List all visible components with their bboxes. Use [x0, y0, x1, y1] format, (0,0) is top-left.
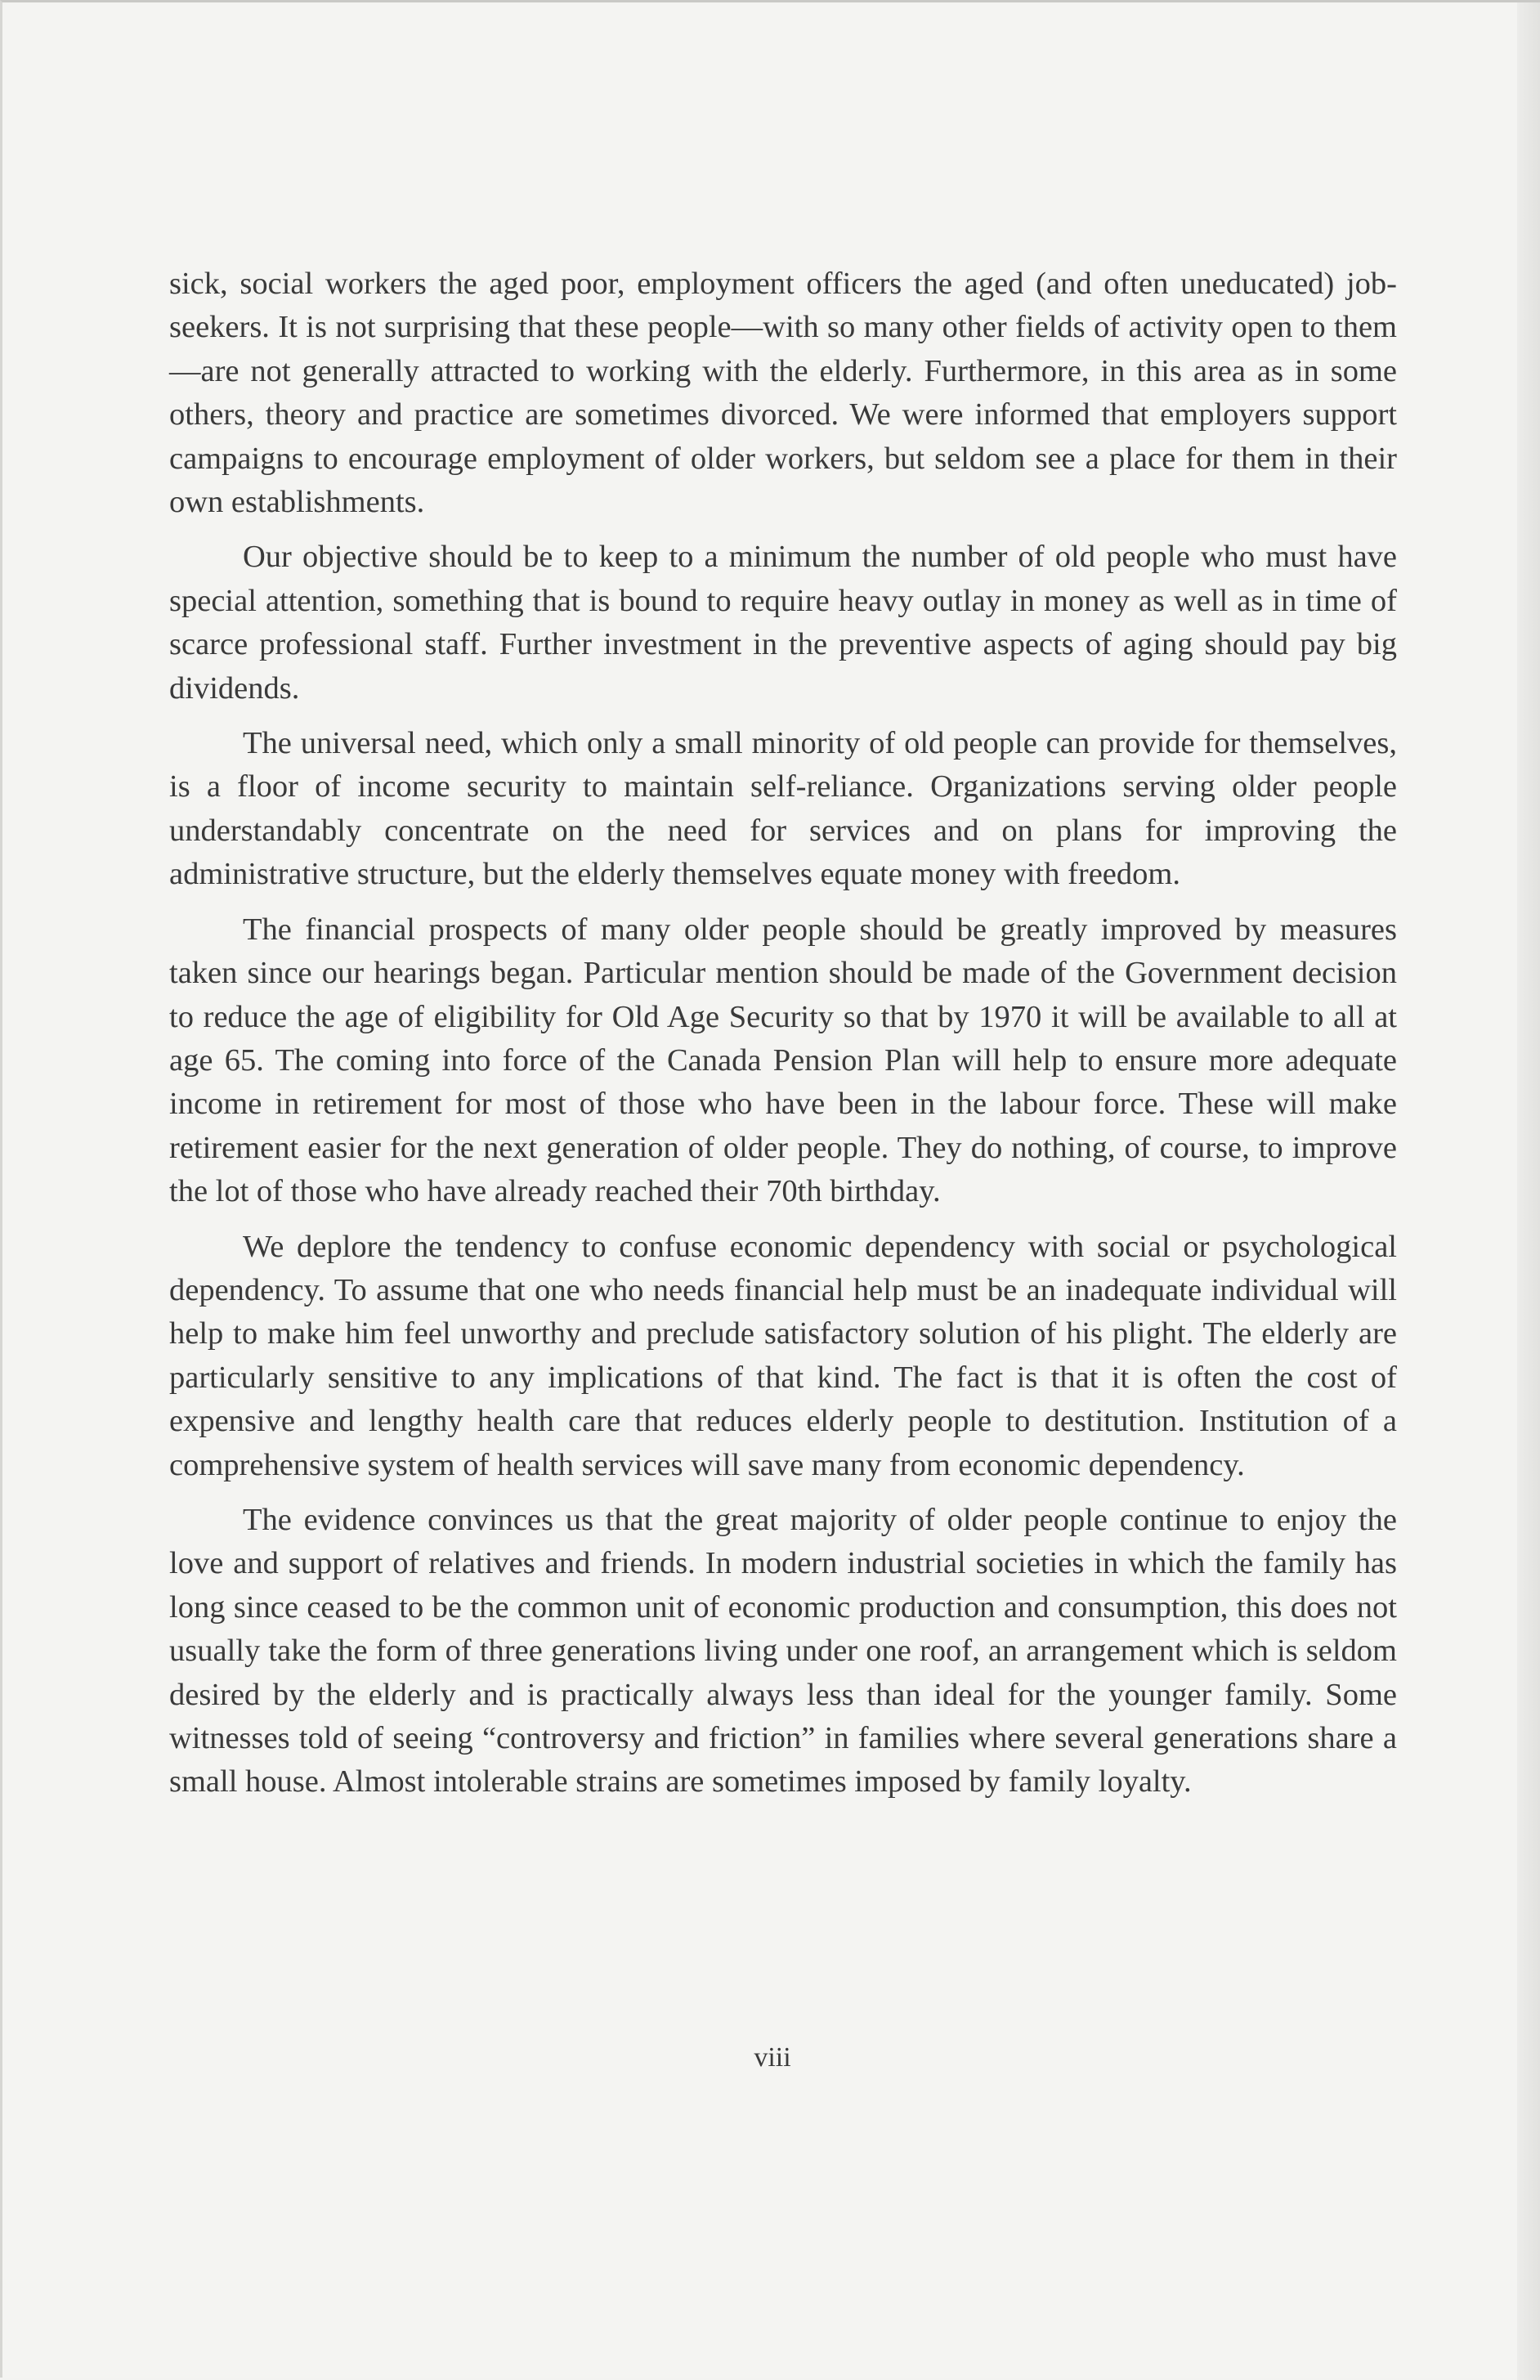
paragraph-6: The evidence convinces us that the great majority of older people continue to enjoy the love and support of relatives and friends. In modern industrial societies in which the family has long since ceased to be the common unit of economic production and consumption, this does not usually take the form of three generations living under one roof, an arrangement which is seldom desired by the elderly and is practically always less than ideal for the younger family. Some witnesses told of seeing “controversy and friction” in families where several generations share a small house. Almost intolerable strains are sometimes imposed by family loyalty. [169, 1502, 1397, 1800]
body-text [169, 262, 1397, 1816]
page-edge-shadow [1517, 2, 1540, 2380]
paragraph-5: We deplore the tendency to confuse economic dependency with social or psychological dependency. To assume that one who needs financial help must be an inadequate individual will help to make him feel unworthy and preclude satisfactory solution of his plight. The elderly are particularly sensitive to any implications of that kind. The fact is that it is often the cost of expensive and lengthy health care that reduces elderly people to destitution. Institution of a comprehensive system of health services will save many from economic dependency. [169, 1229, 1397, 1482]
paragraph-1: sick, social workers the aged poor, employment officers the aged (and often uneducated) job-seekers. It is not surprising that these people—with so many other fields of activity open to them—are not generally attracted to working with the elderly. Furthermore, in this area as in some others, theory and practice are sometimes divorced. We were informed that employers support campaigns to encourage employment of older workers, but seldom see a place for them in their own establishments. [169, 267, 1397, 520]
paragraph-4: The financial prospects of many older people should be greatly improved by measures taken since our hearings began. Particular mention should be made of the Government decision to reduce the age of eligibility for Old Age Security so that by 1970 it will be available to all at age 65. The coming into force of the Canada Pension Plan will help to ensure more adequate income in retirement for most of those who have been in the labour force. These will make retirement easier for the next generation of older people. They do nothing, of course, to improve the lot of those who have already reached their 70th birthday. [169, 912, 1397, 1209]
paragraph-3: The universal need, which only a small minority of old people can provide for themselves, is a floor of income security to maintain self-reliance. Organizations serving older people understandably concentrate on the need for services and on plans for improving the administrative structure, but the elderly themselves equate money with freedom. [169, 726, 1397, 892]
paragraph-2: Our objective should be to keep to a minimum the number of old people who must have special attention, something that is bound to require heavy outlay in money as well as in time of scarce professional staff. Further investment in the preventive aspects of aging should pay big dividends. [169, 540, 1397, 706]
page-number: viii [754, 2042, 791, 2073]
